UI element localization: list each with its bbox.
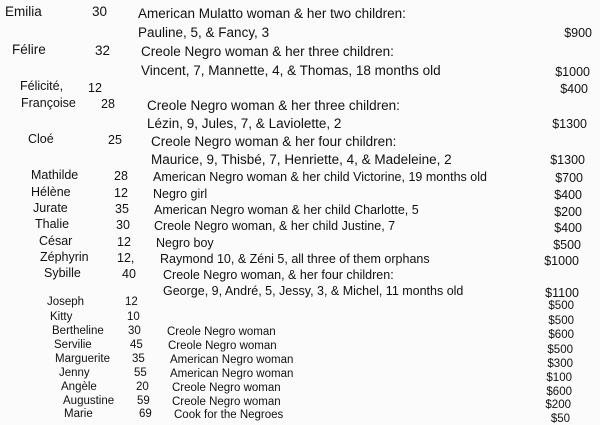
slave-name: Félire [12,42,46,57]
slave-description: American Mulatto woman & her two children: [138,6,406,21]
slave-description: Negro boy [156,236,214,250]
slave-name: Emilia [5,4,42,19]
slave-age: 12 [114,186,128,200]
slave-name: Servilie [54,339,92,351]
slave-name: Zéphyrin [40,250,89,264]
slave-name: Marie [64,408,93,420]
slave-price: $1100 [545,286,579,300]
slave-price: $600 [546,386,572,398]
slave-age: 69 [139,408,152,420]
slave-price: $200 [545,399,571,411]
slave-description: Creole Negro woman [167,326,276,338]
slave-price: $1000 [555,65,590,79]
slave-age: 12 [88,81,102,95]
slave-name: Hélène [31,185,71,199]
slave-name: Angèle [61,381,97,393]
slave-description: Creole Negro woman, & her child Justine, 7 [154,219,396,233]
slave-age: 35 [132,353,145,365]
slave-age: 12 [117,235,131,249]
slave-description: American Negro woman [170,354,294,366]
slave-name: Jenny [59,367,90,379]
slave-price: $500 [548,315,574,327]
slave-age: 30 [92,4,108,19]
slave-price: $500 [548,300,574,312]
slave-name: Mathilde [31,168,79,182]
slave-description: Creole Negro woman [172,382,281,394]
slave-age: 12, [117,251,135,265]
slave-description: Creole Negro woman & her three children: [141,44,394,59]
slave-description: Creole Negro woman [172,396,281,408]
slave-age: 55 [134,367,147,379]
slave-age: 25 [108,133,122,147]
slave-description: Pauline, 5, & Fancy, 3 [138,25,270,40]
slave-name: Thalie [35,217,70,231]
slave-description: Creole Negro woman & her four children: [151,134,397,149]
slave-price: $900 [564,26,592,40]
slave-price: $200 [554,205,582,219]
slave-description: American Negro woman & her child Charlotte, 5 [154,203,419,217]
slave-description: Raymond 10, & Zéni 5, all three of them orphans [160,252,430,266]
slave-description: Negro girl [153,187,208,201]
slave-price: $1000 [544,254,579,268]
slave-age: 20 [136,381,149,393]
slave-price: $500 [553,238,581,252]
slave-name: Marguerite [55,353,110,365]
slave-name: Félicité, [20,79,64,93]
slave-description: Creole Negro woman & her three children: [147,98,400,113]
slave-description: Creole Negro woman, & her four children: [163,268,394,282]
slave-name: Kitty [50,311,73,323]
slave-name: Cloé [28,132,54,146]
slave-age: 12 [125,296,138,308]
slave-name: Françoise [21,96,76,110]
slave-age: 30 [116,218,130,232]
slave-price: $700 [555,171,583,185]
slave-name: Sybille [44,266,81,280]
slave-description: Cook for the Negroes [174,409,284,421]
slave-name: César [39,234,73,248]
slave-description: American Negro woman [170,368,294,380]
slave-age: 28 [101,97,115,111]
slave-age: 35 [115,202,129,216]
slave-age: 28 [114,169,128,183]
slave-age: 30 [128,325,141,337]
slave-age: 10 [127,311,140,323]
slave-price: $600 [548,329,574,341]
slave-name: Bertheline [52,325,104,337]
slave-price: $300 [547,358,573,370]
slave-price: $50 [550,413,570,425]
slave-name: Joseph [47,296,85,308]
slave-price: $400 [560,82,588,96]
slave-price: $1300 [550,153,585,167]
slave-description: George, 9, André, 5, Jessy, 3, & Michel, 11 months old [163,284,464,298]
slave-price: $500 [547,344,573,356]
slave-description: Creole Negro woman [168,340,277,352]
slave-price: $400 [554,188,582,202]
slave-price: $400 [554,221,582,235]
slave-price: $100 [546,372,572,384]
slave-name: Augustine [63,395,115,407]
slave-age: 45 [130,339,143,351]
slave-name: Jurate [33,201,68,215]
slave-age: 32 [95,43,111,58]
slave-age: 40 [122,267,136,281]
slave-description: Vincent, 7, Mannette, 4, & Thomas, 18 months old [141,63,441,78]
slave-description: American Negro woman & her child Victorine, 19 months old [153,170,487,184]
slave-price: $1300 [552,117,587,131]
slave-description: Lézin, 9, Jules, 7, & Laviolette, 2 [147,116,342,131]
slave-description: Maurice, 9, Thisbé, 7, Henriette, 4, & Madeleine, 2 [151,152,452,167]
slave-age: 59 [137,395,150,407]
